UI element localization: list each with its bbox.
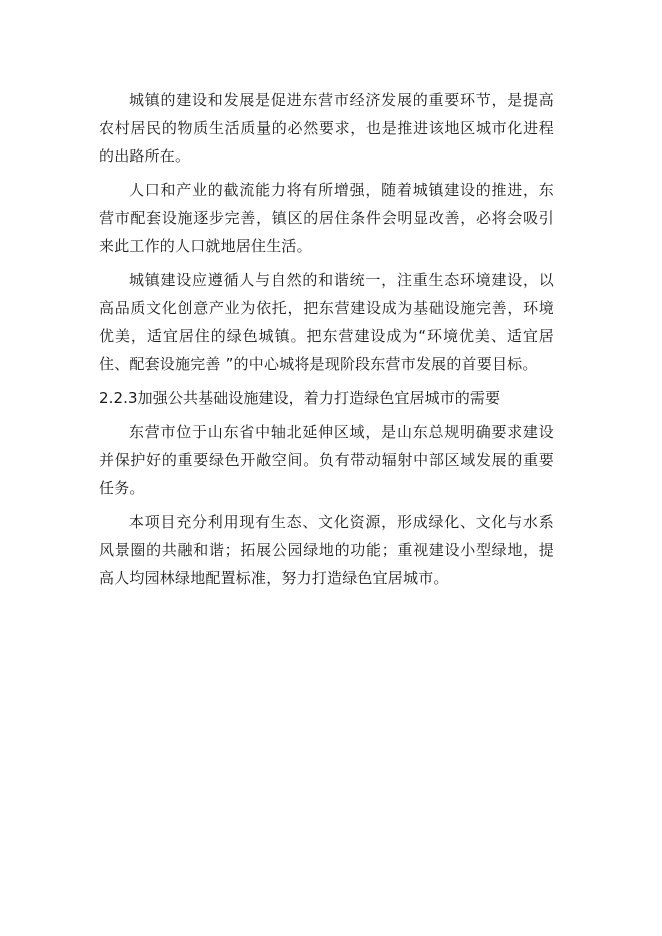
paragraph-population-industry: 人口和产业的截流能力将有所增强，随着城镇建设的推进，东营市配套设施逐步完善，镇区的居住条件会明显改善，必将会吸引来此工作的人口就地居住生活。 <box>99 181 554 255</box>
paragraph-town-development: 城镇的建设和发展是促进东营市经济发展的重要环节，是提高农村居民的物质生活质量的必然要求，也是推进该地区城市化进程的出路所在。 <box>99 91 554 165</box>
document-body <box>99 86 554 598</box>
section-heading: 2.2.3加强公共基础设施建设，着力打造绿色宜居城市的需要 <box>99 389 501 407</box>
paragraph-location: 东营市位于山东省中轴北延伸区域，是山东总规明确要求建设并保护好的重要绿色开敞空间。负有带动辐射中部区域发展的重要任务。 <box>99 423 554 497</box>
paragraph-harmony-nature: 城镇建设应遵循人与自然的和谐统一，注重生态环境建设，以高品质文化创意产业为依托，把东营建设成为基础设施完善，环境优美，适宜居住的绿色城镇。把东营建设成为“环境优美、适宜居住、配套设施完善 ”的中心城将是现阶段东营市发展的首要目标。 <box>99 271 554 373</box>
paragraph-project-resources: 本项目充分利用现有生态、文化资源，形成绿化、文化与水系风景圈的共融和谐；拓展公园绿地的功能；重视建设小型绿地，提高人均园林绿地配置标准，努力打造绿色宜居城市。 <box>99 513 554 587</box>
